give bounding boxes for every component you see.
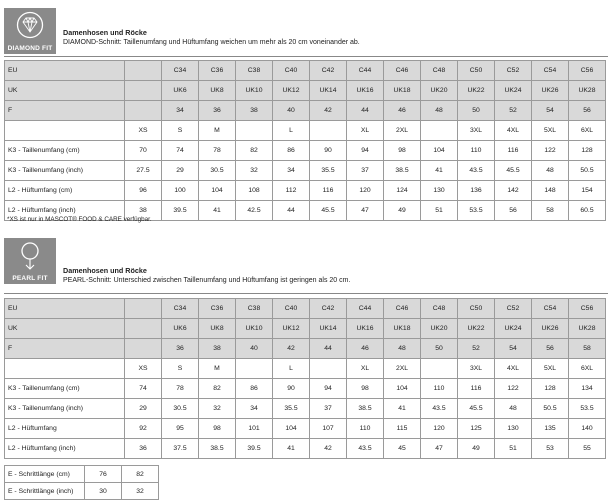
table-cell: 36 bbox=[125, 439, 162, 459]
table-cell: UK16 bbox=[347, 81, 384, 101]
table-cell: 34 bbox=[273, 161, 310, 181]
table-cell: 6XL bbox=[569, 121, 606, 141]
table-cell: 82 bbox=[122, 466, 159, 483]
table-cell: 86 bbox=[273, 141, 310, 161]
diamond-size-table bbox=[4, 60, 606, 221]
table-cell: 98 bbox=[384, 141, 421, 161]
table-cell: 54 bbox=[532, 101, 569, 121]
table-cell: UK8 bbox=[199, 81, 236, 101]
table-cell: 5XL bbox=[532, 359, 569, 379]
row-label: F bbox=[5, 101, 125, 121]
table-cell: C48 bbox=[421, 299, 458, 319]
table-cell: C46 bbox=[384, 299, 421, 319]
table-cell: 90 bbox=[310, 141, 347, 161]
table-cell: C36 bbox=[199, 61, 236, 81]
table-cell: XL bbox=[347, 121, 384, 141]
table-cell: C42 bbox=[310, 61, 347, 81]
table-cell: 30 bbox=[85, 483, 122, 500]
table-cell: 44 bbox=[273, 201, 310, 221]
diamond-subtitle: DIAMOND-Schnitt: Taillenumfang und Hüftumfang weichen um mehr als 20 cm voneinander ab. bbox=[63, 39, 360, 46]
table-cell: 45.5 bbox=[458, 399, 495, 419]
table-cell: UK26 bbox=[532, 81, 569, 101]
table-cell: UK28 bbox=[569, 319, 606, 339]
table-cell: C46 bbox=[384, 61, 421, 81]
table-cell: 78 bbox=[162, 379, 199, 399]
table-cell: 55 bbox=[569, 439, 606, 459]
table-cell: 39.5 bbox=[236, 439, 273, 459]
table-cell: 4XL bbox=[495, 359, 532, 379]
table-cell: 43.5 bbox=[347, 439, 384, 459]
table-cell: UK14 bbox=[310, 81, 347, 101]
xs-note: *XS ist nur in MASCOT® FOOD & CARE verfügbar. bbox=[7, 216, 152, 223]
table-cell: M bbox=[199, 121, 236, 141]
table-cell: UK10 bbox=[236, 319, 273, 339]
table-cell: 45.5 bbox=[310, 201, 347, 221]
table-cell: 128 bbox=[569, 141, 606, 161]
table-cell: 38.5 bbox=[384, 161, 421, 181]
table-cell: 82 bbox=[199, 379, 236, 399]
row-label: K3 - Taillenumfang (inch) bbox=[5, 399, 125, 419]
table-cell: 44 bbox=[347, 101, 384, 121]
table-cell: C36 bbox=[199, 299, 236, 319]
table-cell: 122 bbox=[532, 141, 569, 161]
table-cell: 41 bbox=[199, 201, 236, 221]
table-cell: 140 bbox=[569, 419, 606, 439]
table-cell: 47 bbox=[347, 201, 384, 221]
table-cell: 101 bbox=[236, 419, 273, 439]
table-cell: 74 bbox=[162, 141, 199, 161]
table-cell: 82 bbox=[236, 141, 273, 161]
table-row bbox=[5, 466, 159, 483]
row-label: UK bbox=[5, 319, 125, 339]
table-row bbox=[5, 419, 606, 439]
table-cell: 110 bbox=[458, 141, 495, 161]
table-cell: 96 bbox=[125, 181, 162, 201]
table-cell: 108 bbox=[236, 181, 273, 201]
table-cell: 134 bbox=[569, 379, 606, 399]
table-cell: C44 bbox=[347, 61, 384, 81]
table-cell: 56 bbox=[495, 201, 532, 221]
table-row bbox=[5, 379, 606, 399]
row-label: L2 - Hüftumfang (inch) bbox=[5, 201, 125, 221]
table-cell: 116 bbox=[458, 379, 495, 399]
table-cell: 122 bbox=[495, 379, 532, 399]
table-cell: 90 bbox=[273, 379, 310, 399]
table-cell: 76 bbox=[85, 466, 122, 483]
table-cell: 42 bbox=[273, 339, 310, 359]
table-cell: 32 bbox=[236, 161, 273, 181]
table-cell bbox=[125, 81, 162, 101]
table-cell: 52 bbox=[495, 101, 532, 121]
diamond-fit-badge bbox=[4, 8, 56, 54]
table-cell: C48 bbox=[421, 61, 458, 81]
table-cell: 35.5 bbox=[273, 399, 310, 419]
row-label: L2 - Hüftumfang bbox=[5, 419, 125, 439]
table-cell: C50 bbox=[458, 299, 495, 319]
table-cell: 52 bbox=[458, 339, 495, 359]
table-cell: UK18 bbox=[384, 81, 421, 101]
table-cell: 56 bbox=[569, 101, 606, 121]
table-cell: 36 bbox=[162, 339, 199, 359]
table-row bbox=[5, 141, 606, 161]
table-cell: 43.5 bbox=[421, 399, 458, 419]
table-row bbox=[5, 439, 606, 459]
table-cell: 42.5 bbox=[236, 201, 273, 221]
table-cell: 74 bbox=[125, 379, 162, 399]
table-cell: C38 bbox=[236, 299, 273, 319]
table-cell: L bbox=[273, 121, 310, 141]
table-cell: 29 bbox=[125, 399, 162, 419]
table-cell: 110 bbox=[347, 419, 384, 439]
table-cell: 104 bbox=[199, 181, 236, 201]
table-cell: 29 bbox=[162, 161, 199, 181]
divider bbox=[4, 293, 608, 294]
table-cell: C52 bbox=[495, 61, 532, 81]
table-cell: 34 bbox=[236, 399, 273, 419]
table-cell: UK12 bbox=[273, 81, 310, 101]
table-cell bbox=[125, 339, 162, 359]
table-cell: UK8 bbox=[199, 319, 236, 339]
table-cell: 40 bbox=[236, 339, 273, 359]
row-label: F bbox=[5, 339, 125, 359]
table-cell: 47 bbox=[421, 439, 458, 459]
table-cell: 3XL bbox=[458, 359, 495, 379]
table-cell: 48 bbox=[495, 399, 532, 419]
table-cell: 42 bbox=[310, 101, 347, 121]
table-cell: 38.5 bbox=[199, 439, 236, 459]
table-cell: 38 bbox=[236, 101, 273, 121]
table-cell: 46 bbox=[384, 101, 421, 121]
table-cell: 6XL bbox=[569, 359, 606, 379]
row-label: K3 - Taillenumfang (inch) bbox=[5, 161, 125, 181]
table-cell: 40 bbox=[273, 101, 310, 121]
table-cell: S bbox=[162, 359, 199, 379]
table-cell: 120 bbox=[347, 181, 384, 201]
table-cell: 86 bbox=[236, 379, 273, 399]
table-row bbox=[5, 319, 606, 339]
table-cell: 53 bbox=[532, 439, 569, 459]
table-cell: C56 bbox=[569, 61, 606, 81]
table-cell: UK12 bbox=[273, 319, 310, 339]
table-cell bbox=[125, 61, 162, 81]
table-cell: UK20 bbox=[421, 319, 458, 339]
table-cell: C34 bbox=[162, 61, 199, 81]
table-cell bbox=[421, 121, 458, 141]
table-cell: 56 bbox=[532, 339, 569, 359]
table-cell bbox=[125, 319, 162, 339]
table-cell: UK16 bbox=[347, 319, 384, 339]
table-cell: 45 bbox=[384, 439, 421, 459]
table-cell: 95 bbox=[162, 419, 199, 439]
table-cell: UK28 bbox=[569, 81, 606, 101]
table-cell: UK24 bbox=[495, 81, 532, 101]
table-cell: 48 bbox=[532, 161, 569, 181]
table-cell: 124 bbox=[384, 181, 421, 201]
table-cell: UK22 bbox=[458, 81, 495, 101]
table-cell: C56 bbox=[569, 299, 606, 319]
table-row bbox=[5, 339, 606, 359]
table-cell: UK26 bbox=[532, 319, 569, 339]
table-cell: C40 bbox=[273, 61, 310, 81]
table-cell: 2XL bbox=[384, 121, 421, 141]
table-cell: C54 bbox=[532, 299, 569, 319]
table-cell: 98 bbox=[199, 419, 236, 439]
table-cell: 41 bbox=[273, 439, 310, 459]
table-cell: 112 bbox=[273, 181, 310, 201]
table-cell: 148 bbox=[532, 181, 569, 201]
table-cell: 46 bbox=[347, 339, 384, 359]
table-cell: 104 bbox=[273, 419, 310, 439]
table-row bbox=[5, 81, 606, 101]
diamond-title: Damenhosen und Röcke bbox=[63, 28, 147, 37]
table-cell: UK6 bbox=[162, 81, 199, 101]
table-cell: 34 bbox=[162, 101, 199, 121]
table-cell: 58 bbox=[569, 339, 606, 359]
table-cell: 130 bbox=[421, 181, 458, 201]
table-cell: UK10 bbox=[236, 81, 273, 101]
table-cell: S bbox=[162, 121, 199, 141]
table-cell: 78 bbox=[199, 141, 236, 161]
table-cell: UK14 bbox=[310, 319, 347, 339]
table-row bbox=[5, 483, 159, 500]
table-row bbox=[5, 161, 606, 181]
table-cell: XS bbox=[125, 121, 162, 141]
row-label: L2 - Hüftumfang (cm) bbox=[5, 181, 125, 201]
table-cell: XS bbox=[125, 359, 162, 379]
table-cell: 100 bbox=[162, 181, 199, 201]
row-label bbox=[5, 121, 125, 141]
table-cell: 38.5 bbox=[347, 399, 384, 419]
table-cell: 104 bbox=[384, 379, 421, 399]
table-cell: 98 bbox=[347, 379, 384, 399]
pearl-icon bbox=[16, 241, 44, 271]
table-cell: UK18 bbox=[384, 319, 421, 339]
table-cell: 48 bbox=[384, 339, 421, 359]
table-cell: 37.5 bbox=[162, 439, 199, 459]
table-cell: 38 bbox=[125, 201, 162, 221]
table-cell: 154 bbox=[569, 181, 606, 201]
table-cell: 41 bbox=[421, 161, 458, 181]
row-label: UK bbox=[5, 81, 125, 101]
table-cell bbox=[125, 299, 162, 319]
table-row bbox=[5, 101, 606, 121]
table-cell: 38 bbox=[199, 339, 236, 359]
table-cell: C52 bbox=[495, 299, 532, 319]
table-cell: 50.5 bbox=[532, 399, 569, 419]
table-row bbox=[5, 121, 606, 141]
table-row bbox=[5, 299, 606, 319]
table-cell: C42 bbox=[310, 299, 347, 319]
table-cell: 53.5 bbox=[458, 201, 495, 221]
inseam-table bbox=[4, 465, 159, 500]
table-cell: 5XL bbox=[532, 121, 569, 141]
table-cell: 136 bbox=[458, 181, 495, 201]
divider bbox=[4, 56, 608, 57]
pearl-size-table bbox=[4, 298, 606, 459]
table-row bbox=[5, 399, 606, 419]
table-cell: C44 bbox=[347, 299, 384, 319]
pearl-fit-label: PEARL FIT bbox=[12, 275, 48, 282]
pearl-fit-badge bbox=[4, 238, 56, 284]
table-cell: 120 bbox=[421, 419, 458, 439]
table-cell: 50 bbox=[421, 339, 458, 359]
table-cell: 128 bbox=[532, 379, 569, 399]
table-cell: 53.5 bbox=[569, 399, 606, 419]
table-cell: XL bbox=[347, 359, 384, 379]
table-cell: 50.5 bbox=[569, 161, 606, 181]
table-cell: 135 bbox=[532, 419, 569, 439]
row-label: K3 - Taillenumfang (cm) bbox=[5, 141, 125, 161]
table-cell: 51 bbox=[421, 201, 458, 221]
table-cell: 58 bbox=[532, 201, 569, 221]
table-cell: 2XL bbox=[384, 359, 421, 379]
table-cell: 48 bbox=[421, 101, 458, 121]
table-cell: 30.5 bbox=[199, 161, 236, 181]
table-cell: C50 bbox=[458, 61, 495, 81]
table-cell: C34 bbox=[162, 299, 199, 319]
table-cell: 30.5 bbox=[162, 399, 199, 419]
table-cell: 50 bbox=[458, 101, 495, 121]
pearl-heading bbox=[63, 266, 350, 286]
table-cell: 142 bbox=[495, 181, 532, 201]
table-cell: 37 bbox=[310, 399, 347, 419]
table-cell: 32 bbox=[122, 483, 159, 500]
table-cell: 41 bbox=[384, 399, 421, 419]
table-cell: 130 bbox=[495, 419, 532, 439]
pearl-subtitle: PEARL-Schnitt: Unterschied zwischen Taillenumfang und Hüftumfang ist geringen als 20 cm. bbox=[63, 277, 351, 284]
row-label: EU bbox=[5, 61, 125, 81]
table-cell: C38 bbox=[236, 61, 273, 81]
table-cell bbox=[236, 359, 273, 379]
table-cell: 60.5 bbox=[569, 201, 606, 221]
pearl-title: Damenhosen und Röcke bbox=[63, 266, 147, 275]
table-cell: 42 bbox=[310, 439, 347, 459]
table-cell: UK22 bbox=[458, 319, 495, 339]
table-cell: L bbox=[273, 359, 310, 379]
table-cell: UK20 bbox=[421, 81, 458, 101]
table-cell: 115 bbox=[384, 419, 421, 439]
table-cell bbox=[310, 359, 347, 379]
table-cell: 27.5 bbox=[125, 161, 162, 181]
table-cell: 110 bbox=[421, 379, 458, 399]
table-cell: 4XL bbox=[495, 121, 532, 141]
table-cell: 35.5 bbox=[310, 161, 347, 181]
table-cell: 45.5 bbox=[495, 161, 532, 181]
table-cell: 36 bbox=[199, 101, 236, 121]
diamond-icon bbox=[16, 11, 44, 39]
diamond-heading bbox=[63, 28, 360, 48]
table-cell: UK6 bbox=[162, 319, 199, 339]
table-cell: 49 bbox=[458, 439, 495, 459]
table-cell: 125 bbox=[458, 419, 495, 439]
table-cell: 3XL bbox=[458, 121, 495, 141]
table-row bbox=[5, 181, 606, 201]
table-cell bbox=[236, 121, 273, 141]
table-cell: 94 bbox=[310, 379, 347, 399]
table-cell: 44 bbox=[310, 339, 347, 359]
table-cell: M bbox=[199, 359, 236, 379]
row-label: K3 - Taillenumfang (cm) bbox=[5, 379, 125, 399]
table-row bbox=[5, 359, 606, 379]
row-label: E - Schrittlänge (inch) bbox=[5, 483, 85, 500]
table-cell bbox=[421, 359, 458, 379]
row-label: E - Schrittlänge (cm) bbox=[5, 466, 85, 483]
table-cell: 32 bbox=[199, 399, 236, 419]
diamond-fit-label: DIAMOND FIT bbox=[7, 45, 53, 52]
table-cell: 39.5 bbox=[162, 201, 199, 221]
table-cell: 104 bbox=[421, 141, 458, 161]
table-cell bbox=[125, 101, 162, 121]
table-cell: 51 bbox=[495, 439, 532, 459]
table-cell: 54 bbox=[495, 339, 532, 359]
table-cell: UK24 bbox=[495, 319, 532, 339]
table-row bbox=[5, 61, 606, 81]
table-cell: 70 bbox=[125, 141, 162, 161]
table-cell: 116 bbox=[495, 141, 532, 161]
table-cell: 116 bbox=[310, 181, 347, 201]
table-cell: 37 bbox=[347, 161, 384, 181]
table-cell: 92 bbox=[125, 419, 162, 439]
table-cell: C40 bbox=[273, 299, 310, 319]
row-label: L2 - Hüftumfang (inch) bbox=[5, 439, 125, 459]
row-label: EU bbox=[5, 299, 125, 319]
table-cell: 49 bbox=[384, 201, 421, 221]
table-cell: 94 bbox=[347, 141, 384, 161]
table-cell: 107 bbox=[310, 419, 347, 439]
table-cell: C54 bbox=[532, 61, 569, 81]
table-cell: 43.5 bbox=[458, 161, 495, 181]
row-label bbox=[5, 359, 125, 379]
table-cell bbox=[310, 121, 347, 141]
